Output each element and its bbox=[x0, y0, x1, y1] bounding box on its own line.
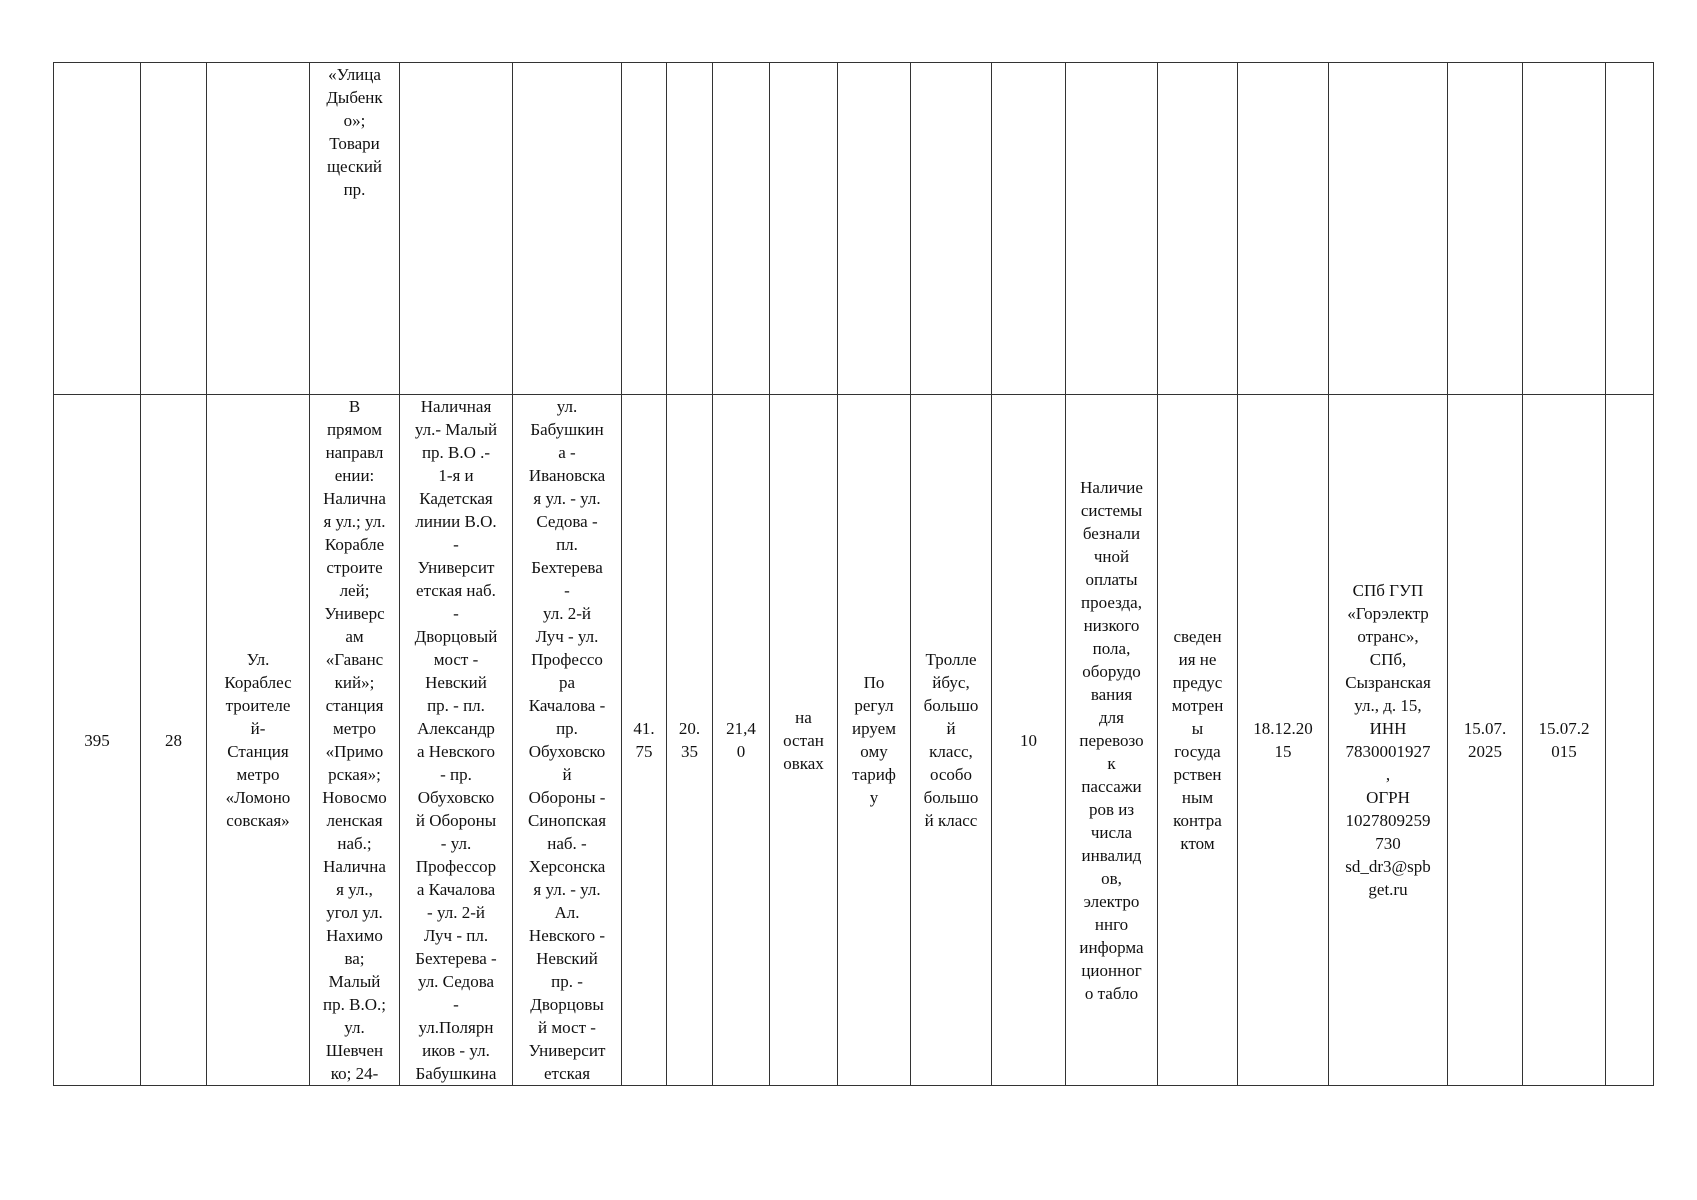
cell-environmental: сведен ия не предус мотрен ы госуда рствен ным контра ктом bbox=[1158, 395, 1238, 1086]
cell-vehicle-count: 10 bbox=[992, 395, 1066, 1086]
cell-streets-forward: Наличная ул.- Малый пр. В.О .- 1-я и Кадетская линии В.О. - Университ етская наб. - Дворцовый мост - Невский пр. - пл. Александр а Невского - пр. Обуховско й Обороны - ул. Профессор а Качалова - ул. 2-й Луч - пл. Бехтерева - ул. Седова - ул.Полярн иков - ул. Бабушкина bbox=[400, 395, 513, 1086]
cell-route-name bbox=[207, 63, 310, 395]
cell-stops: «Улица Дыбенк о»; Товари щеский пр. bbox=[310, 63, 400, 395]
cell-tariff: По регул ируем ому тариф у bbox=[838, 395, 911, 1086]
cell-streets-forward bbox=[400, 63, 513, 395]
table-row bbox=[54, 63, 1654, 395]
cell-length-reverse bbox=[713, 63, 770, 395]
cell-length-total: 41. 75 bbox=[622, 395, 667, 1086]
cell-start-date: 18.12.20 15 bbox=[1238, 395, 1329, 1086]
cell-streets-reverse bbox=[513, 63, 622, 395]
cell-vehicle-class bbox=[911, 63, 992, 395]
cell-end-date bbox=[1448, 63, 1523, 395]
cell-registry-number: 395 bbox=[54, 395, 141, 1086]
cell-extra bbox=[1606, 395, 1654, 1086]
cell-length-forward: 20. 35 bbox=[667, 395, 713, 1086]
cell-vehicle-class: Тролле йбус, большо й класс, особо большо й класс bbox=[911, 395, 992, 1086]
route-register-table bbox=[53, 62, 1654, 1086]
cell-extra bbox=[1606, 63, 1654, 395]
cell-tariff bbox=[838, 63, 911, 395]
cell-carrier bbox=[1329, 63, 1448, 395]
cell-vehicle-features: Наличие системы безнали чной оплаты проезда, низкого пола, оборудо вания для перевозо к пассажи ров из числа инвалид ов, электро ннго информа ционног о табло bbox=[1066, 395, 1158, 1086]
cell-carrier: СПб ГУП «Горэлектр отранс», СПб, Сызранская ул., д. 15, ИНН 7830001927 , ОГРН 1027809259 730 sd_dr3@spb get.ru bbox=[1329, 395, 1448, 1086]
cell-length-forward bbox=[667, 63, 713, 395]
cell-route-name: Ул. Кораблес троителе й- Станция метро «Ломоно совская» bbox=[207, 395, 310, 1086]
cell-contract-date: 15.07.2 015 bbox=[1523, 395, 1606, 1086]
cell-streets-reverse: ул. Бабушкин а - Ивановска я ул. - ул. Седова - пл. Бехтерева - ул. 2-й Луч - ул. Профессо ра Качалова - пр. Обуховско й Обороны - Синопская наб. - Херсонска я ул. - ул. Ал. Невского - Невский пр. - Дворцовы й мост - Университ етская bbox=[513, 395, 622, 1086]
cell-stops: В прямом направл ении: Налична я ул.; ул. Корабле строите лей; Универс ам «Гаванс кий»; станция метро «Примо рская»; Новосмо ленская наб.; Налична я ул., угол ул. Нахимо ва; Малый пр. В.О.; ул. Шевчен ко; 24- bbox=[310, 395, 400, 1086]
cell-contract-date bbox=[1523, 63, 1606, 395]
cell-length-reverse: 21,4 0 bbox=[713, 395, 770, 1086]
table-row bbox=[54, 395, 1654, 1086]
cell-start-date bbox=[1238, 63, 1329, 395]
cell-boarding: на остан овках bbox=[770, 395, 838, 1086]
cell-end-date: 15.07. 2025 bbox=[1448, 395, 1523, 1086]
cell-vehicle-count bbox=[992, 63, 1066, 395]
cell-length-total bbox=[622, 63, 667, 395]
cell-vehicle-features bbox=[1066, 63, 1158, 395]
cell-route-number bbox=[141, 63, 207, 395]
cell-route-number: 28 bbox=[141, 395, 207, 1086]
cell-boarding bbox=[770, 63, 838, 395]
cell-registry-number bbox=[54, 63, 141, 395]
cell-environmental bbox=[1158, 63, 1238, 395]
